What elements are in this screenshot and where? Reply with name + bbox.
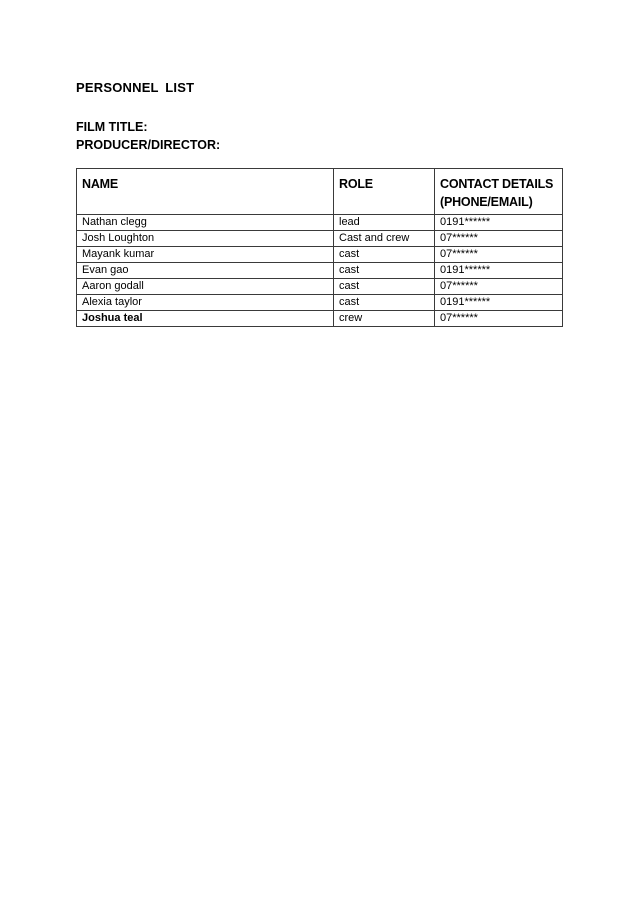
- table-header-row: [77, 169, 563, 215]
- column-header-contact: CONTACT DETAILS (PHONE/EMAIL): [435, 169, 563, 215]
- cell-name: Josh Loughton: [77, 231, 334, 247]
- cell-role: cast: [334, 279, 435, 295]
- table-row: [77, 247, 563, 263]
- cell-name: Nathan clegg: [77, 215, 334, 231]
- page-title: PERSONNEL LIST: [76, 80, 195, 95]
- cell-contact: 0191******: [435, 263, 563, 279]
- film-title-label: FILM TITLE:: [76, 120, 148, 134]
- producer-director-label: PRODUCER/DIRECTOR:: [76, 138, 221, 152]
- cell-role: cast: [334, 247, 435, 263]
- cell-name: Mayank kumar: [77, 247, 334, 263]
- cell-contact: 07******: [435, 311, 563, 327]
- cell-name: Alexia taylor: [77, 295, 334, 311]
- cell-contact: 0191******: [435, 215, 563, 231]
- cell-name: Aaron godall: [77, 279, 334, 295]
- table-row: [77, 311, 563, 327]
- cell-contact: 0191******: [435, 295, 563, 311]
- cell-role: Cast and crew: [334, 231, 435, 247]
- table-row: [77, 215, 563, 231]
- column-header-name: NAME: [77, 169, 334, 215]
- cell-role: crew: [334, 311, 435, 327]
- cell-contact: 07******: [435, 247, 563, 263]
- cell-role: cast: [334, 295, 435, 311]
- column-header-role: ROLE: [334, 169, 435, 215]
- personnel-table: [76, 168, 563, 327]
- table-row: [77, 231, 563, 247]
- cell-role: cast: [334, 263, 435, 279]
- table-row: [77, 263, 563, 279]
- table-row: [77, 295, 563, 311]
- cell-name: Evan gao: [77, 263, 334, 279]
- cell-contact: 07******: [435, 279, 563, 295]
- cell-name: Joshua teal: [77, 311, 334, 327]
- cell-contact: 07******: [435, 231, 563, 247]
- cell-role: lead: [334, 215, 435, 231]
- table-row: [77, 279, 563, 295]
